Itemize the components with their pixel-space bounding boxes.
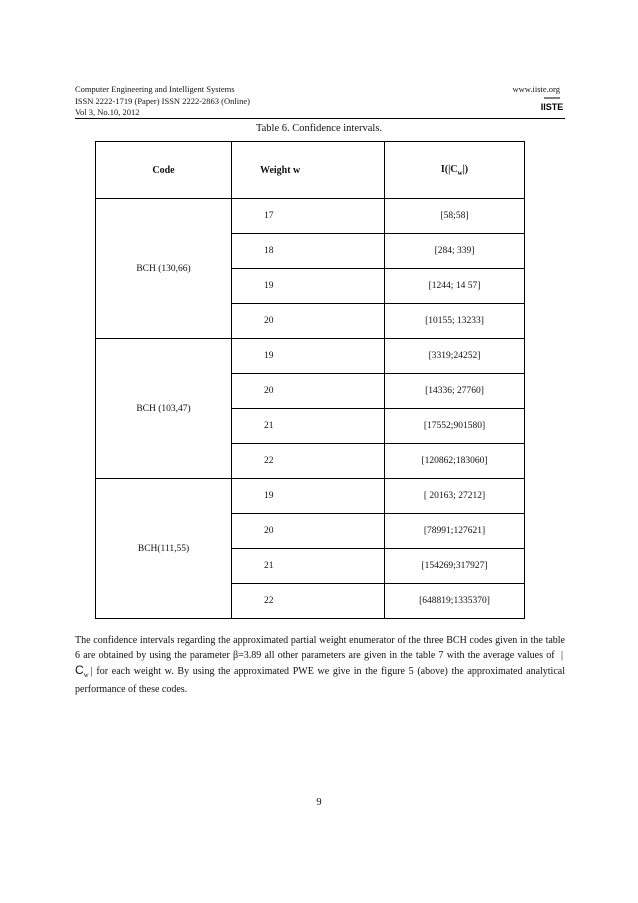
interval-cell: [17552;901580]: [385, 409, 525, 444]
table-row: [96, 339, 525, 374]
svg-text:IISTE: IISTE: [540, 102, 564, 112]
journal-title: Computer Engineering and Intelligent Systems: [75, 84, 235, 94]
page-number: 9: [316, 797, 322, 808]
interval-cell: [ 20163; 27212]: [385, 479, 525, 514]
weight-cell: 21: [232, 549, 385, 584]
interval-cell: [648819;1335370]: [385, 584, 525, 619]
journal-issn: ISSN 2222-1719 (Paper) ISSN 2222-2863 (Online): [75, 95, 250, 106]
weight-cell: 18: [232, 234, 385, 269]
body-paragraph: [75, 634, 565, 697]
journal-header: [75, 84, 250, 119]
interval-cell: [1244; 14 57]: [385, 269, 525, 304]
weight-cell: 19: [232, 479, 385, 514]
code-cell: BCH(111,55): [96, 479, 232, 619]
paragraph-part1: The confidence intervals regarding the approximated partial weight enumerator of the three BCH codes given in the table 6 are obtained by using the parameter β=3.89 all other parameters are given in the table 7 with the average values of: [75, 635, 565, 661]
code-cell: BCH (103,47): [96, 339, 232, 479]
journal-volume: Vol 3, No.10, 2012: [75, 107, 140, 117]
weight-cell: 21: [232, 409, 385, 444]
journal-website: www.iiste.org: [512, 84, 560, 94]
table-row: [96, 479, 525, 514]
interval-cell: [58;58]: [385, 199, 525, 234]
weight-cell: 20: [232, 374, 385, 409]
header-weight: Weight w: [232, 142, 385, 199]
weight-cell: 19: [232, 269, 385, 304]
weight-cell: 22: [232, 584, 385, 619]
interval-cell: [10155; 13233]: [385, 304, 525, 339]
header-interval-suffix: |): [462, 163, 469, 175]
interval-cell: [154269;317927]: [385, 549, 525, 584]
header-interval: [385, 142, 525, 199]
header-interval-sub: w: [457, 168, 463, 177]
cw-symbol: | $C_w$ |: [75, 649, 565, 679]
interval-cell: [3319;24252]: [385, 339, 525, 374]
interval-cell: [78991;127621]: [385, 514, 525, 549]
weight-cell: 17: [232, 199, 385, 234]
weight-cell: 22: [232, 444, 385, 479]
weight-cell: 19: [232, 339, 385, 374]
paragraph-part2: for each weight w. By using the approximated PWE we give in the figure 5 (above) the approximated analytical performance of these codes.: [75, 666, 565, 695]
interval-cell: [284; 339]: [385, 234, 525, 269]
confidence-intervals-table: [95, 141, 525, 619]
table-row: [96, 199, 525, 234]
cw-letter: C: [75, 663, 84, 677]
weight-cell: 20: [232, 304, 385, 339]
interval-cell: [14336; 27760]: [385, 374, 525, 409]
header-code: Code: [96, 142, 232, 199]
table-caption: Table 6. Confidence intervals.: [255, 123, 383, 134]
header-interval-prefix: I(|C: [440, 163, 458, 175]
header-rule: [75, 118, 565, 119]
table-header-row: [96, 142, 525, 199]
cw-subscript: w: [83, 671, 89, 679]
weight-cell: 20: [232, 514, 385, 549]
iiste-logo-icon: [540, 96, 564, 114]
code-cell: BCH (130,66): [96, 199, 232, 339]
interval-cell: [120862;183060]: [385, 444, 525, 479]
